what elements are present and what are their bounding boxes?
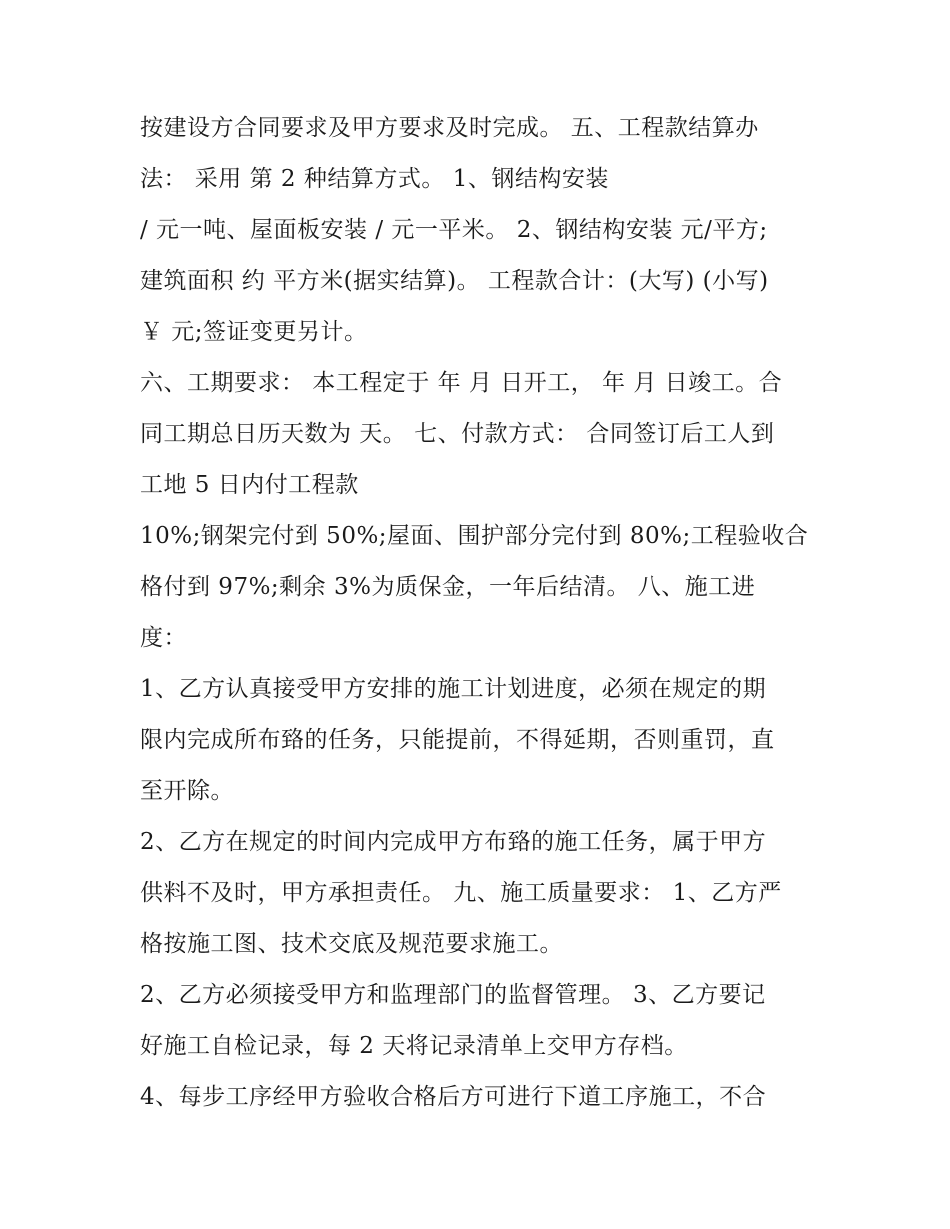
text-line: 度： <box>140 625 187 651</box>
text-line: 限内完成所布臵的任务，只能提前，不得延期，否则重罚，直 <box>140 727 775 753</box>
text-line: 至开除。 <box>140 778 234 804</box>
text-line: 供料不及时，甲方承担责任。 九、施工质量要求： 1、乙方严 <box>140 880 782 906</box>
text-line: 六、工期要求： 本工程定于 年 月 日开工， 年 月 日竣工。合 <box>140 370 783 396</box>
text-line: 2、乙方必须接受甲方和监理部门的监督管理。 3、乙方要记 <box>140 982 766 1008</box>
text-line: 建筑面积 约 平方米(据实结算)。 工程款合计：(大写) (小写) <box>140 268 769 294</box>
text-line: 格付到 97%;剩余 3%为质保金，一年后结清。 八、施工进 <box>140 574 756 600</box>
text-line: 10%;钢架完付到 50%;屋面、围护部分完付到 80%;工程验收合 <box>140 523 809 549</box>
document-body <box>140 103 820 1123</box>
text-line: 法： 采用 第 2 种结算方式。 1、钢结构安装 <box>140 166 609 192</box>
text-line: 4、每步工序经甲方验收合格后方可进行下道工序施工，不合 <box>140 1084 767 1110</box>
text-line: 2、乙方在规定的时间内完成甲方布臵的施工任务，属于甲方 <box>140 829 767 855</box>
text-line: 按建设方合同要求及甲方要求及时完成。 五、工程款结算办 <box>140 115 759 141</box>
text-line: / 元一吨、屋面板安装 / 元一平米。 2、钢结构安装 元/平方; <box>140 217 768 243</box>
text-line: ￥ 元;签证变更另计。 <box>140 319 368 345</box>
text-line: 工地 5 日内付工程款 <box>140 472 359 498</box>
text-line: 同工期总日历天数为 天。 七、付款方式： 合同签订后工人到 <box>140 421 775 447</box>
text-line: 格按施工图、技术交底及规范要求施工。 <box>140 931 563 957</box>
text-line: 1、乙方认真接受甲方安排的施工计划进度，必须在规定的期 <box>140 676 767 702</box>
text-line: 好施工自检记录，每 2 天将记录清单上交甲方存档。 <box>140 1033 688 1059</box>
